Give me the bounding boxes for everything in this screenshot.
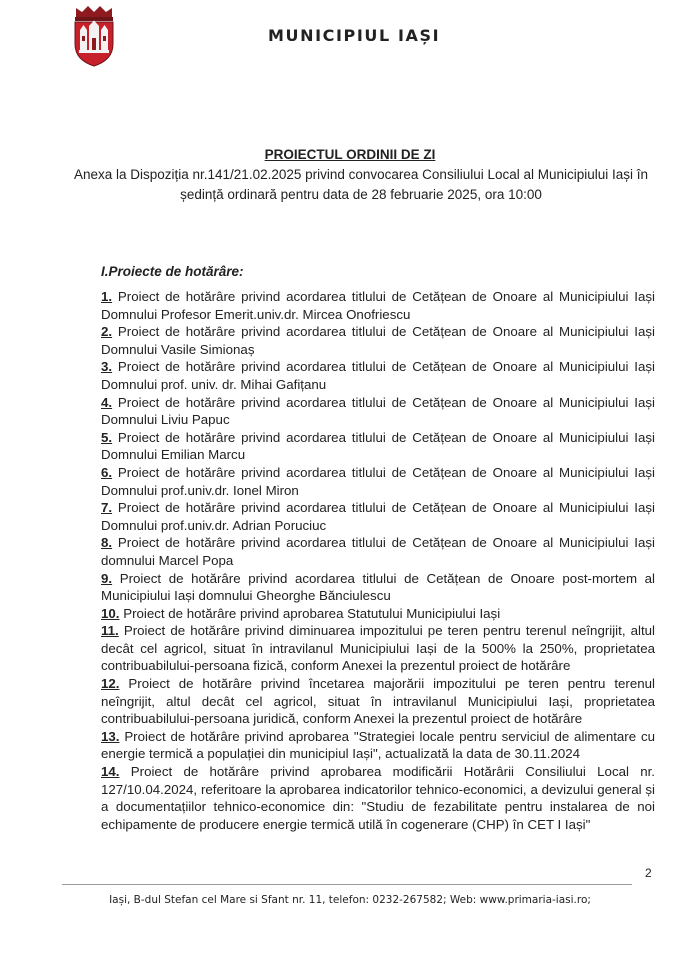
agenda-item-number: 14.	[101, 764, 120, 780]
agenda-item-text: Proiect de hotărâre privind aprobarea Statutului Municipiului Iași	[123, 605, 501, 621]
agenda-item-number: 11.	[101, 623, 119, 639]
agenda-item-text: Proiect de hotărâre privind încetarea majorării impozitului pe teren pentru terenul neîngrijit, altul decât cel agricol, situat în intravilanul Municipiului Iași, proprietatea contribuabilului-persoana juridică, conform Anexei la prezentul proiect de hotărâre	[101, 676, 655, 727]
document-subtitle: Anexa la Dispoziția nr.141/21.02.2025 privind convocarea Consiliului Local al Municipiului Iași în ședință ordinară pentru data de 28 februarie 2025, ora 10:00	[73, 167, 649, 202]
agenda-list	[101, 288, 655, 833]
agenda-item	[101, 728, 655, 763]
footer-divider	[62, 884, 632, 885]
agenda-item	[101, 288, 655, 323]
agenda-item-text: Proiect de hotărâre privind acordarea titlului de Cetățean de Onoare al Municipiului Iași Domnului Emilian Marcu	[101, 429, 655, 463]
agenda-item-number: 13.	[101, 728, 120, 744]
agenda-item	[101, 570, 655, 605]
section-heading: I.Proiecte de hotărâre:	[101, 264, 244, 279]
agenda-item-text: Proiect de hotărâre privind acordarea titlului de Cetățean de Onoare al Municipiului Iași Domnului prof. univ. dr. Mihai Gafițanu	[101, 359, 655, 392]
agenda-item-text: Proiect de hotărâre privind acordarea titlului de Cetățean de Onoare post-mortem al Municipiului Iași domnului Gheorghe Bănciulescu	[101, 570, 655, 604]
agenda-item-text: Proiect de hotărâre privind acordarea titlului de Cetățean de Onoare al Municipiului Iași domnului Marcel Popa	[101, 535, 655, 568]
agenda-item	[101, 605, 655, 623]
agenda-item	[101, 394, 655, 429]
agenda-item-text: Proiect de hotărâre privind diminuarea impozitului pe teren pentru terenul neîngrijit, altul decât cel agricol, situat în intravilanul Municipiului Iași de la 500% la 250%, proprietatea contribuabilului-persoana fizică, conform Anexei la prezentul proiect de hotărâre	[101, 623, 655, 674]
agenda-item-number: 2.	[101, 324, 113, 340]
agenda-item-text: Proiect de hotărâre privind acordarea titlului de Cetățean de Onoare al Municipiului Iași Domnului prof.univ.dr. Ionel Miron	[101, 464, 655, 498]
footer-address: Iași, B-dul Stefan cel Mare si Sfant nr. 11, telefon: 0232-267582; Web: www.primaria-iasi.ro;	[109, 894, 591, 906]
agenda-item	[101, 429, 655, 464]
agenda-item	[101, 534, 655, 569]
agenda-item-number: 1.	[101, 289, 113, 304]
agenda-item-text: Proiect de hotărâre privind acordarea titlului de Cetățean de Onoare al Municipiului Iași Domnului Profesor Emerit.univ.dr. Mircea Onofriescu	[101, 289, 655, 322]
agenda-item-text: Proiect de hotărâre privind acordarea titlului de Cetățean de Onoare al Municipiului Iași Domnului Liviu Papuc	[101, 394, 655, 428]
agenda-item-number: 9.	[101, 570, 113, 586]
iasi-coat-of-arms-icon	[70, 4, 118, 68]
municipality-name: MUNICIPIUL IAȘI	[268, 26, 441, 45]
agenda-item	[101, 358, 655, 393]
agenda-item	[101, 464, 655, 499]
agenda-item-number: 6.	[101, 464, 113, 480]
agenda-item-number: 4.	[101, 394, 113, 410]
agenda-item-number: 8.	[101, 535, 113, 551]
agenda-item-number: 3.	[101, 359, 113, 375]
document-title: PROIECTUL ORDINII DE ZI	[264, 147, 436, 162]
agenda-item-number: 10.	[101, 605, 120, 621]
agenda-item-text: Proiect de hotărâre privind aprobarea modificării Hotărârii Consiliului Local nr. 127/10.04.2024, referitoare la aprobarea indicatorilor tehnico-economici, a devizului general și a documentațiilor tehnico-economice din: "Studiu de fezabilitate pentru instalarea de noi echipamente de producere energie termică utilă în cogenerare (CHP) în CET I Iași"	[101, 764, 655, 832]
agenda-item	[101, 675, 655, 728]
page-number: 2	[645, 866, 652, 880]
agenda-item-text: Proiect de hotărâre privind acordarea titlului de Cetățean de Onoare al Municipiului Iași Domnului prof.univ.dr. Adrian Poruciuc	[101, 500, 655, 533]
agenda-item-text: Proiect de hotărâre privind aprobarea "Strategiei locale pentru serviciul de alimentare cu energie termică a populației din municipiul Iași", actualizată la data de 30.11.2024	[101, 728, 655, 762]
agenda-item	[101, 323, 655, 358]
agenda-item	[101, 622, 655, 675]
agenda-item-number: 7.	[101, 500, 113, 516]
agenda-item	[101, 763, 655, 833]
agenda-item-number: 5.	[101, 429, 113, 445]
agenda-item-text: Proiect de hotărâre privind acordarea titlului de Cetățean de Onoare al Municipiului Iași Domnului Vasile Simionaș	[101, 324, 655, 357]
agenda-item	[101, 499, 655, 534]
agenda-item-number: 12.	[101, 676, 120, 692]
